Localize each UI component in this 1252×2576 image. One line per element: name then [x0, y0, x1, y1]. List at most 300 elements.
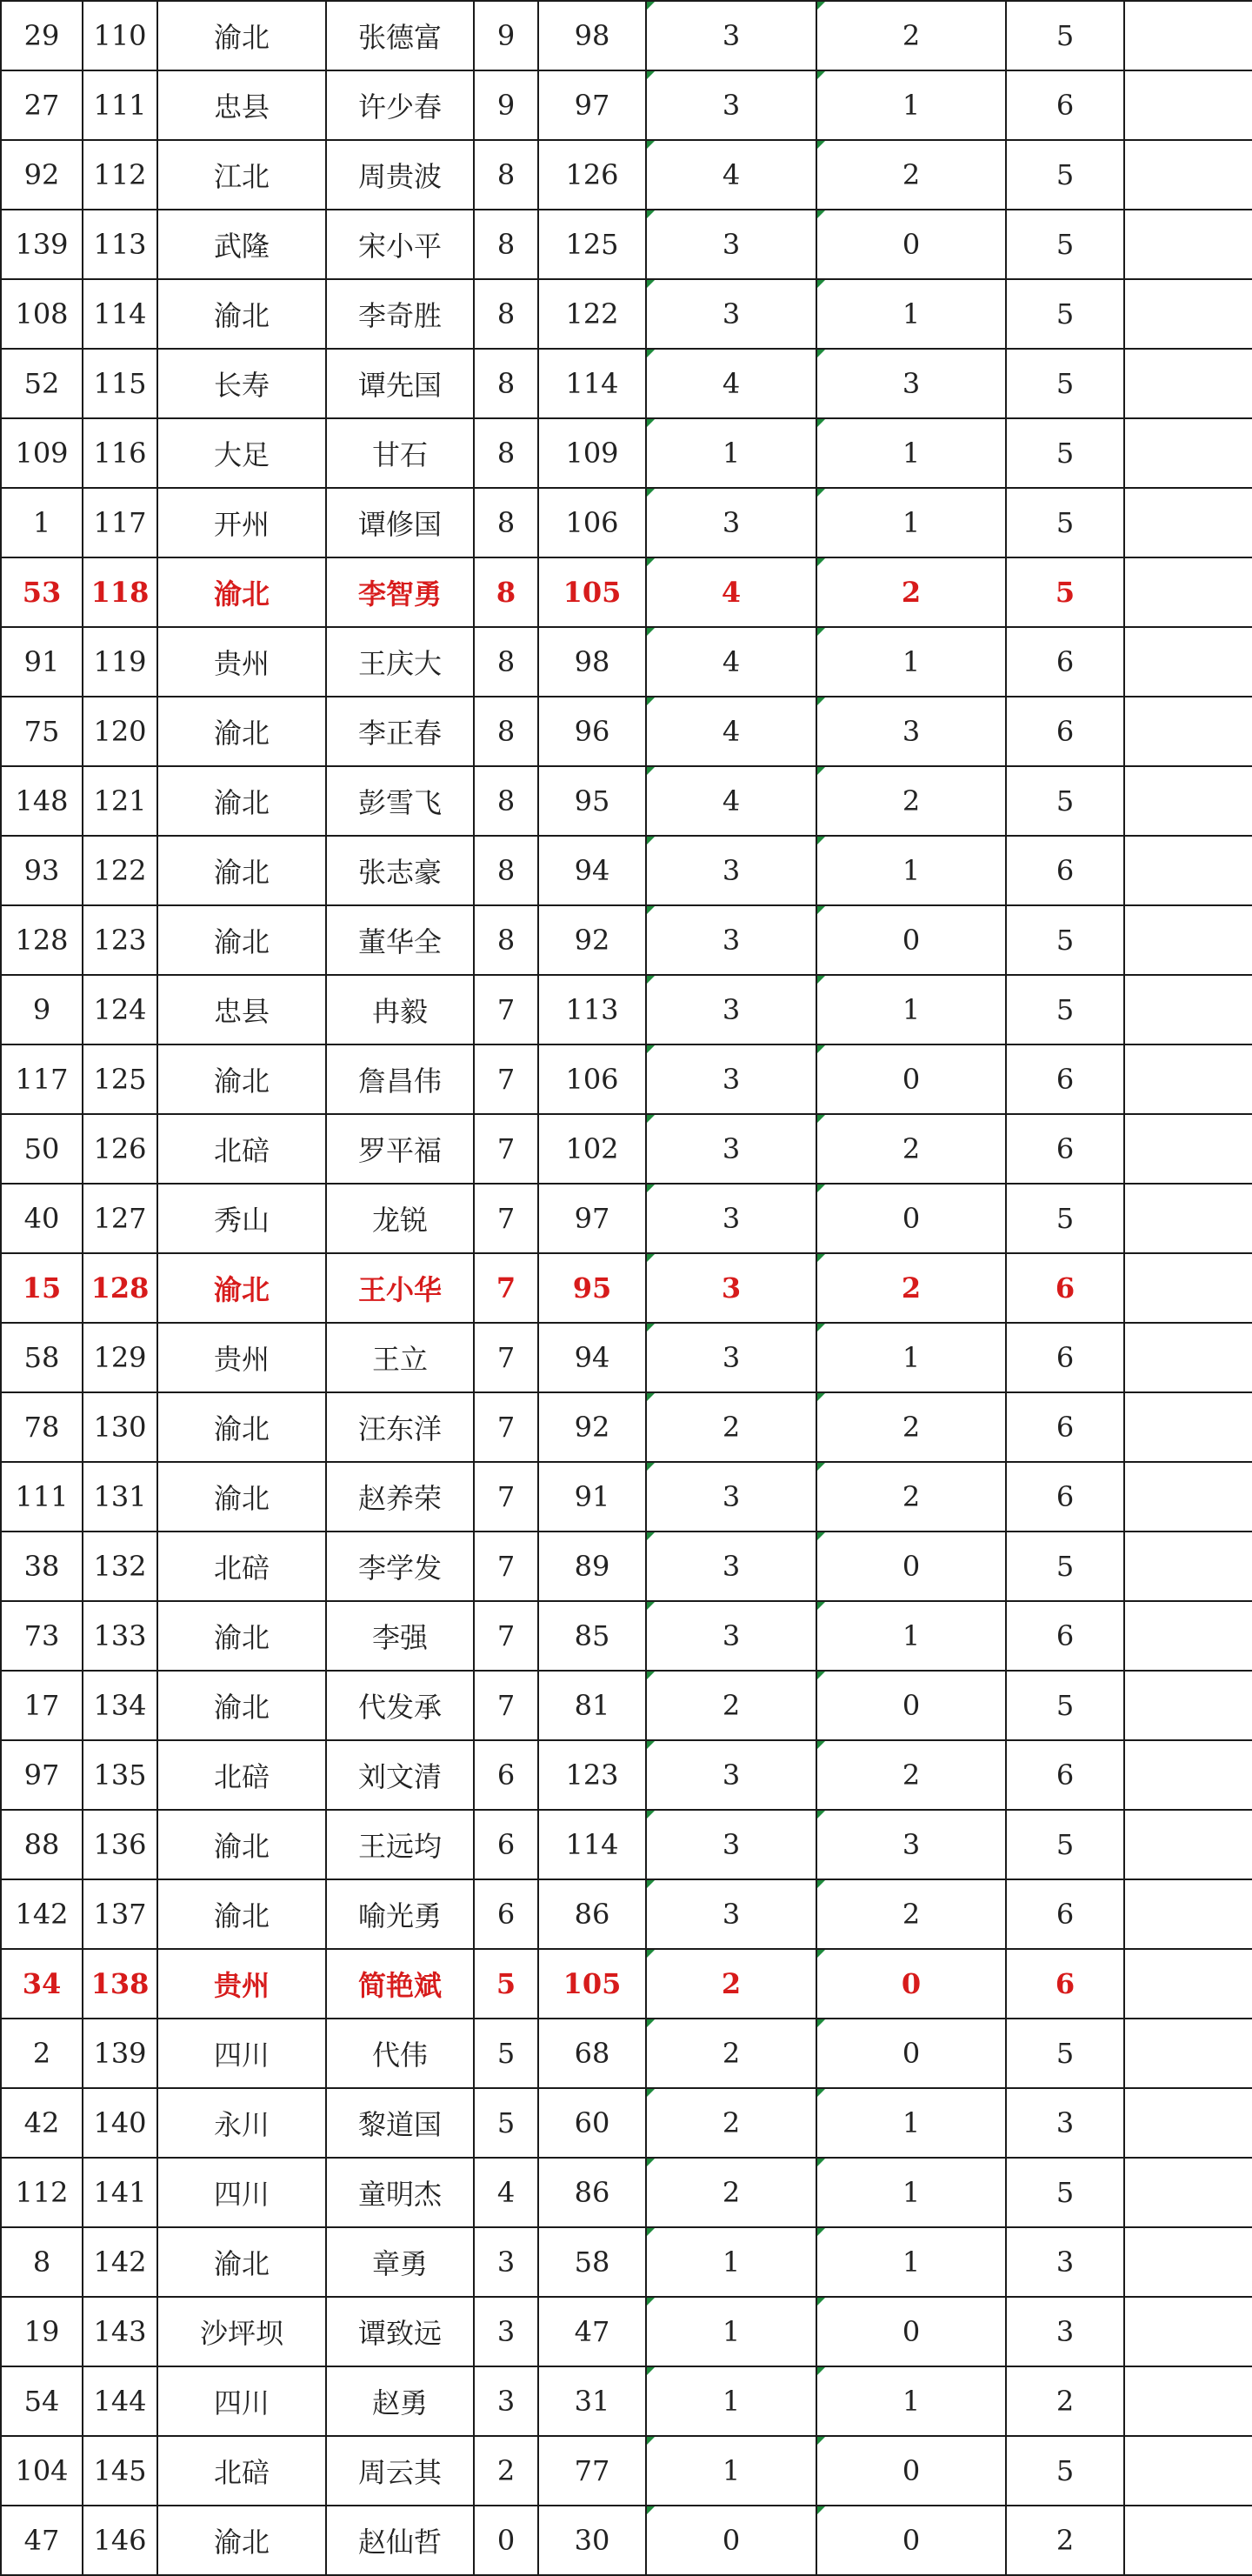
region-cell: 渝北: [157, 1671, 326, 1740]
rank-number-cell: 127: [83, 1184, 157, 1253]
score-cell: 5: [474, 1949, 538, 2019]
points-cell: 122: [538, 279, 646, 349]
seq-number-cell: 27: [1, 70, 83, 140]
points-cell: 86: [538, 2158, 646, 2227]
col-8-cell: 1: [816, 418, 1006, 488]
region-cell: 渝北: [157, 697, 326, 766]
col-8-cell: 1: [816, 488, 1006, 557]
seq-number-cell: 93: [1, 836, 83, 905]
table-row: [1, 140, 1252, 210]
region-cell: 武隆: [157, 210, 326, 279]
region-cell: 渝北: [157, 1044, 326, 1114]
table-row: [1, 2297, 1252, 2366]
seq-number-cell: 52: [1, 349, 83, 418]
col-8-cell: 0: [816, 1184, 1006, 1253]
col-9-cell: 5: [1006, 279, 1124, 349]
region-cell: 北碚: [157, 1740, 326, 1810]
rank-number-cell: 131: [83, 1462, 157, 1532]
table-row: [1, 627, 1252, 697]
empty-cell: [1124, 279, 1252, 349]
points-cell: 114: [538, 349, 646, 418]
player-name-cell: 周贵波: [326, 140, 474, 210]
points-cell: 92: [538, 1392, 646, 1462]
col-9-cell: 6: [1006, 627, 1124, 697]
region-cell: 渝北: [157, 279, 326, 349]
score-cell: 7: [474, 1532, 538, 1601]
seq-number-cell: 75: [1, 697, 83, 766]
rank-number-cell: 122: [83, 836, 157, 905]
table-row: [1, 2506, 1252, 2575]
score-cell: 8: [474, 279, 538, 349]
player-name-cell: 赵养荣: [326, 1462, 474, 1532]
seq-number-cell: 148: [1, 766, 83, 836]
col-7-cell: 3: [646, 279, 816, 349]
player-name-cell: 黎道国: [326, 2088, 474, 2158]
score-cell: 8: [474, 627, 538, 697]
score-cell: 7: [474, 1114, 538, 1184]
points-cell: 98: [538, 627, 646, 697]
region-cell: 江北: [157, 140, 326, 210]
table-body: [1, 1, 1252, 2575]
col-7-cell: 3: [646, 1810, 816, 1879]
points-cell: 125: [538, 210, 646, 279]
score-cell: 3: [474, 2366, 538, 2436]
player-name-cell: 许少春: [326, 70, 474, 140]
col-8-cell: 2: [816, 1462, 1006, 1532]
empty-cell: [1124, 1810, 1252, 1879]
player-name-cell: 彭雪飞: [326, 766, 474, 836]
table-row: [1, 1323, 1252, 1392]
col-7-cell: 4: [646, 627, 816, 697]
col-7-cell: 3: [646, 1740, 816, 1810]
table-row: [1, 2158, 1252, 2227]
empty-cell: [1124, 2088, 1252, 2158]
player-name-cell: 冉毅: [326, 975, 474, 1044]
empty-cell: [1124, 1740, 1252, 1810]
col-9-cell: 2: [1006, 2366, 1124, 2436]
score-cell: 3: [474, 2227, 538, 2297]
seq-number-cell: 91: [1, 627, 83, 697]
points-cell: 95: [538, 1253, 646, 1323]
region-cell: 渝北: [157, 1, 326, 70]
col-7-cell: 3: [646, 210, 816, 279]
col-8-cell: 2: [816, 1879, 1006, 1949]
rank-number-cell: 123: [83, 905, 157, 975]
player-name-cell: 谭致远: [326, 2297, 474, 2366]
player-name-cell: 张德富: [326, 1, 474, 70]
table-row: [1, 1879, 1252, 1949]
score-cell: 5: [474, 2088, 538, 2158]
score-cell: 7: [474, 1253, 538, 1323]
rank-number-cell: 143: [83, 2297, 157, 2366]
region-cell: 贵州: [157, 1949, 326, 2019]
player-name-cell: 喻光勇: [326, 1879, 474, 1949]
col-7-cell: 3: [646, 1184, 816, 1253]
rank-number-cell: 116: [83, 418, 157, 488]
empty-cell: [1124, 1671, 1252, 1740]
rank-number-cell: 139: [83, 2019, 157, 2088]
region-cell: 渝北: [157, 766, 326, 836]
score-cell: 7: [474, 1462, 538, 1532]
seq-number-cell: 104: [1, 2436, 83, 2506]
points-cell: 94: [538, 836, 646, 905]
col-8-cell: 0: [816, 2297, 1006, 2366]
points-cell: 97: [538, 1184, 646, 1253]
points-cell: 77: [538, 2436, 646, 2506]
player-name-cell: 童明杰: [326, 2158, 474, 2227]
points-cell: 98: [538, 1, 646, 70]
table-row: [1, 2436, 1252, 2506]
col-9-cell: 5: [1006, 1671, 1124, 1740]
region-cell: 开州: [157, 488, 326, 557]
player-name-cell: 李学发: [326, 1532, 474, 1601]
empty-cell: [1124, 697, 1252, 766]
seq-number-cell: 58: [1, 1323, 83, 1392]
seq-number-cell: 73: [1, 1601, 83, 1671]
score-cell: 9: [474, 1, 538, 70]
col-7-cell: 3: [646, 905, 816, 975]
points-cell: 114: [538, 1810, 646, 1879]
points-cell: 123: [538, 1740, 646, 1810]
col-7-cell: 1: [646, 2297, 816, 2366]
region-cell: 渝北: [157, 1253, 326, 1323]
table-row: [1, 1, 1252, 70]
points-cell: 109: [538, 418, 646, 488]
table-row: [1, 2019, 1252, 2088]
seq-number-cell: 112: [1, 2158, 83, 2227]
points-cell: 58: [538, 2227, 646, 2297]
col-8-cell: 1: [816, 2158, 1006, 2227]
score-cell: 7: [474, 1671, 538, 1740]
player-name-cell: 代伟: [326, 2019, 474, 2088]
table-row: [1, 975, 1252, 1044]
col-8-cell: 2: [816, 1, 1006, 70]
points-cell: 47: [538, 2297, 646, 2366]
col-8-cell: 1: [816, 627, 1006, 697]
score-cell: 7: [474, 1044, 538, 1114]
col-7-cell: 4: [646, 697, 816, 766]
empty-cell: [1124, 418, 1252, 488]
col-9-cell: 6: [1006, 70, 1124, 140]
col-8-cell: 1: [816, 2366, 1006, 2436]
region-cell: 渝北: [157, 836, 326, 905]
col-9-cell: 6: [1006, 1601, 1124, 1671]
score-cell: 7: [474, 975, 538, 1044]
table-row: [1, 1184, 1252, 1253]
player-name-cell: 刘文清: [326, 1740, 474, 1810]
col-8-cell: 2: [816, 1392, 1006, 1462]
col-7-cell: 3: [646, 1044, 816, 1114]
rank-number-cell: 121: [83, 766, 157, 836]
seq-number-cell: 54: [1, 2366, 83, 2436]
rank-number-cell: 130: [83, 1392, 157, 1462]
empty-cell: [1124, 1, 1252, 70]
empty-cell: [1124, 2366, 1252, 2436]
col-7-cell: 2: [646, 1949, 816, 2019]
col-7-cell: 3: [646, 1114, 816, 1184]
region-cell: 大足: [157, 418, 326, 488]
rank-number-cell: 145: [83, 2436, 157, 2506]
col-8-cell: 1: [816, 975, 1006, 1044]
col-8-cell: 2: [816, 1740, 1006, 1810]
col-8-cell: 2: [816, 140, 1006, 210]
col-9-cell: 6: [1006, 1253, 1124, 1323]
player-name-cell: 王立: [326, 1323, 474, 1392]
table-row: [1, 2088, 1252, 2158]
col-9-cell: 3: [1006, 2088, 1124, 2158]
points-cell: 94: [538, 1323, 646, 1392]
table-row: [1, 279, 1252, 349]
table-row: [1, 1740, 1252, 1810]
col-7-cell: 3: [646, 1462, 816, 1532]
col-8-cell: 0: [816, 1044, 1006, 1114]
rank-number-cell: 126: [83, 1114, 157, 1184]
rank-number-cell: 117: [83, 488, 157, 557]
table-row-highlighted: [1, 557, 1252, 627]
rank-number-cell: 112: [83, 140, 157, 210]
col-9-cell: 5: [1006, 349, 1124, 418]
score-cell: 4: [474, 2158, 538, 2227]
region-cell: 贵州: [157, 1323, 326, 1392]
col-7-cell: 3: [646, 70, 816, 140]
col-8-cell: 1: [816, 1323, 1006, 1392]
seq-number-cell: 50: [1, 1114, 83, 1184]
score-cell: 9: [474, 70, 538, 140]
points-cell: 126: [538, 140, 646, 210]
rank-number-cell: 115: [83, 349, 157, 418]
score-cell: 8: [474, 766, 538, 836]
col-8-cell: 3: [816, 1810, 1006, 1879]
player-name-cell: 龙锐: [326, 1184, 474, 1253]
col-7-cell: 3: [646, 1879, 816, 1949]
empty-cell: [1124, 2297, 1252, 2366]
empty-cell: [1124, 2019, 1252, 2088]
score-cell: 8: [474, 557, 538, 627]
col-7-cell: 1: [646, 2227, 816, 2297]
region-cell: 渝北: [157, 1810, 326, 1879]
region-cell: 永川: [157, 2088, 326, 2158]
col-7-cell: 3: [646, 1532, 816, 1601]
col-9-cell: 6: [1006, 1462, 1124, 1532]
col-7-cell: 3: [646, 488, 816, 557]
col-9-cell: 3: [1006, 2297, 1124, 2366]
rank-number-cell: 144: [83, 2366, 157, 2436]
col-9-cell: 6: [1006, 1044, 1124, 1114]
col-7-cell: 4: [646, 349, 816, 418]
empty-cell: [1124, 1532, 1252, 1601]
seq-number-cell: 128: [1, 905, 83, 975]
col-9-cell: 6: [1006, 1323, 1124, 1392]
empty-cell: [1124, 1184, 1252, 1253]
empty-cell: [1124, 1114, 1252, 1184]
empty-cell: [1124, 2506, 1252, 2575]
col-9-cell: 5: [1006, 2158, 1124, 2227]
points-cell: 106: [538, 1044, 646, 1114]
rank-number-cell: 140: [83, 2088, 157, 2158]
col-8-cell: 3: [816, 349, 1006, 418]
col-7-cell: 2: [646, 2158, 816, 2227]
col-7-cell: 0: [646, 2506, 816, 2575]
region-cell: 渝北: [157, 1601, 326, 1671]
table-row: [1, 488, 1252, 557]
player-name-cell: 宋小平: [326, 210, 474, 279]
points-cell: 89: [538, 1532, 646, 1601]
col-8-cell: 1: [816, 836, 1006, 905]
points-cell: 105: [538, 1949, 646, 2019]
col-7-cell: 1: [646, 418, 816, 488]
player-name-cell: 汪东洋: [326, 1392, 474, 1462]
seq-number-cell: 78: [1, 1392, 83, 1462]
col-9-cell: 6: [1006, 1114, 1124, 1184]
col-8-cell: 0: [816, 2506, 1006, 2575]
empty-cell: [1124, 766, 1252, 836]
table-row: [1, 1601, 1252, 1671]
seq-number-cell: 38: [1, 1532, 83, 1601]
region-cell: 渝北: [157, 557, 326, 627]
region-cell: 四川: [157, 2019, 326, 2088]
seq-number-cell: 142: [1, 1879, 83, 1949]
col-9-cell: 5: [1006, 1, 1124, 70]
region-cell: 四川: [157, 2158, 326, 2227]
seq-number-cell: 9: [1, 975, 83, 1044]
table-row-highlighted: [1, 1253, 1252, 1323]
empty-cell: [1124, 2227, 1252, 2297]
col-9-cell: 6: [1006, 1392, 1124, 1462]
col-8-cell: 0: [816, 1532, 1006, 1601]
empty-cell: [1124, 1253, 1252, 1323]
player-name-cell: 董华全: [326, 905, 474, 975]
col-7-cell: 1: [646, 2366, 816, 2436]
player-name-cell: 谭修国: [326, 488, 474, 557]
col-7-cell: 3: [646, 1323, 816, 1392]
col-7-cell: 2: [646, 2019, 816, 2088]
col-8-cell: 1: [816, 2227, 1006, 2297]
region-cell: 北碚: [157, 1532, 326, 1601]
rank-number-cell: 125: [83, 1044, 157, 1114]
col-8-cell: 1: [816, 70, 1006, 140]
col-9-cell: 3: [1006, 2227, 1124, 2297]
col-9-cell: 5: [1006, 905, 1124, 975]
seq-number-cell: 108: [1, 279, 83, 349]
rank-number-cell: 134: [83, 1671, 157, 1740]
seq-number-cell: 8: [1, 2227, 83, 2297]
table-row: [1, 1532, 1252, 1601]
empty-cell: [1124, 140, 1252, 210]
empty-cell: [1124, 627, 1252, 697]
seq-number-cell: 97: [1, 1740, 83, 1810]
empty-cell: [1124, 836, 1252, 905]
col-9-cell: 5: [1006, 2019, 1124, 2088]
score-cell: 8: [474, 418, 538, 488]
player-name-cell: 李奇胜: [326, 279, 474, 349]
score-cell: 8: [474, 140, 538, 210]
col-7-cell: 3: [646, 836, 816, 905]
rank-number-cell: 114: [83, 279, 157, 349]
points-cell: 86: [538, 1879, 646, 1949]
score-cell: 8: [474, 697, 538, 766]
empty-cell: [1124, 2158, 1252, 2227]
col-9-cell: 5: [1006, 140, 1124, 210]
col-9-cell: 5: [1006, 210, 1124, 279]
player-name-cell: 章勇: [326, 2227, 474, 2297]
col-9-cell: 5: [1006, 2436, 1124, 2506]
col-8-cell: 1: [816, 2088, 1006, 2158]
seq-number-cell: 19: [1, 2297, 83, 2366]
player-name-cell: 赵仙哲: [326, 2506, 474, 2575]
seq-number-cell: 34: [1, 1949, 83, 2019]
rank-number-cell: 111: [83, 70, 157, 140]
empty-cell: [1124, 2436, 1252, 2506]
points-cell: 96: [538, 697, 646, 766]
table-row: [1, 836, 1252, 905]
seq-number-cell: 29: [1, 1, 83, 70]
points-cell: 102: [538, 1114, 646, 1184]
player-name-cell: 詹昌伟: [326, 1044, 474, 1114]
points-cell: 106: [538, 488, 646, 557]
col-7-cell: 2: [646, 1392, 816, 1462]
col-8-cell: 2: [816, 1114, 1006, 1184]
table-row: [1, 1114, 1252, 1184]
col-9-cell: 6: [1006, 697, 1124, 766]
empty-cell: [1124, 1044, 1252, 1114]
points-cell: 91: [538, 1462, 646, 1532]
empty-cell: [1124, 1462, 1252, 1532]
empty-cell: [1124, 557, 1252, 627]
region-cell: 渝北: [157, 1879, 326, 1949]
region-cell: 北碚: [157, 2436, 326, 2506]
col-9-cell: 2: [1006, 2506, 1124, 2575]
rank-number-cell: 120: [83, 697, 157, 766]
score-cell: 7: [474, 1392, 538, 1462]
col-7-cell: 3: [646, 975, 816, 1044]
score-cell: 0: [474, 2506, 538, 2575]
score-cell: 6: [474, 1879, 538, 1949]
player-name-cell: 甘石: [326, 418, 474, 488]
rank-number-cell: 137: [83, 1879, 157, 1949]
col-8-cell: 1: [816, 279, 1006, 349]
player-name-cell: 王小华: [326, 1253, 474, 1323]
col-7-cell: 2: [646, 1671, 816, 1740]
points-cell: 85: [538, 1601, 646, 1671]
rank-number-cell: 113: [83, 210, 157, 279]
region-cell: 四川: [157, 2366, 326, 2436]
table-row: [1, 697, 1252, 766]
rank-number-cell: 124: [83, 975, 157, 1044]
player-name-cell: 王庆大: [326, 627, 474, 697]
points-cell: 60: [538, 2088, 646, 2158]
empty-cell: [1124, 70, 1252, 140]
seq-number-cell: 2: [1, 2019, 83, 2088]
col-7-cell: 4: [646, 766, 816, 836]
region-cell: 秀山: [157, 1184, 326, 1253]
points-cell: 97: [538, 70, 646, 140]
col-7-cell: 2: [646, 2088, 816, 2158]
player-name-cell: 李正春: [326, 697, 474, 766]
seq-number-cell: 92: [1, 140, 83, 210]
score-cell: 6: [474, 1740, 538, 1810]
table-row: [1, 210, 1252, 279]
empty-cell: [1124, 488, 1252, 557]
table-row: [1, 2227, 1252, 2297]
seq-number-cell: 17: [1, 1671, 83, 1740]
rank-number-cell: 128: [83, 1253, 157, 1323]
col-7-cell: 1: [646, 2436, 816, 2506]
region-cell: 忠县: [157, 70, 326, 140]
empty-cell: [1124, 1601, 1252, 1671]
region-cell: 渝北: [157, 2227, 326, 2297]
empty-cell: [1124, 1392, 1252, 1462]
col-8-cell: 2: [816, 766, 1006, 836]
